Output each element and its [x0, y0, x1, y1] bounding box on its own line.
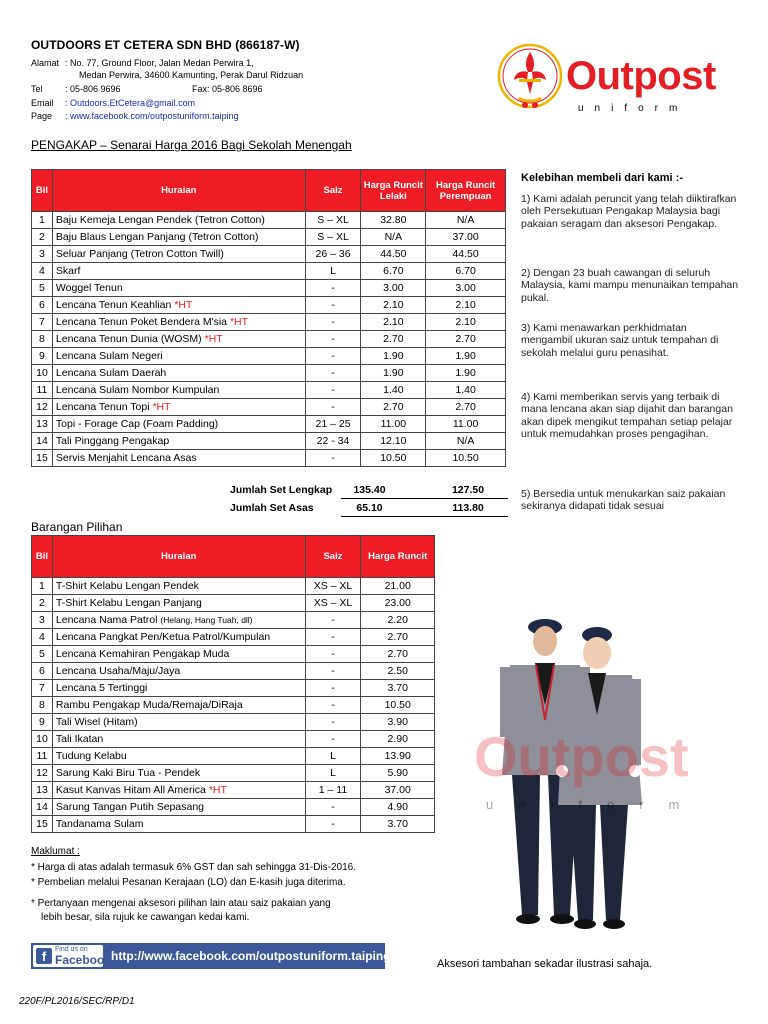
company-name: OUTDOORS ET CETERA SDN BHD (866187-W) — [31, 38, 300, 52]
cell-harga-perempuan: 2.10 — [426, 297, 506, 314]
section-title-pilihan: Barangan Pilihan — [31, 520, 123, 534]
cell-harga-lelaki: 2.70 — [361, 399, 426, 416]
page-link[interactable]: : www.facebook.com/outpostuniform.taiping — [65, 111, 239, 121]
cell-harga-lelaki: 12.10 — [361, 433, 426, 450]
table-row — [32, 646, 435, 663]
cell-bil: 15 — [32, 450, 53, 467]
benefit-5: 5) Bersedia untuk menukarkan saiz pakaian sekiranya didapati tidak sesuai — [521, 488, 726, 513]
cell-saiz: - — [305, 629, 361, 646]
cell-harga-lelaki: N/A — [361, 229, 426, 246]
total-lengkap-lelaki: 135.40 — [353, 484, 386, 496]
col-harga-runcit: Harga Runcit — [361, 536, 435, 578]
item-description: Lencana Kemahiran Pengakap Muda — [55, 648, 230, 660]
table-row — [32, 578, 435, 595]
cell-harga-perempuan: 2.70 — [426, 399, 506, 416]
tel-line — [31, 83, 263, 95]
item-description: Topi - Forage Cap (Foam Padding) — [55, 418, 219, 430]
table-row — [32, 595, 435, 612]
item-description: Skarf — [55, 265, 81, 277]
cell-bil: 8 — [32, 697, 53, 714]
item-description-note: (Helang, Hang Tuah, dll) — [160, 615, 253, 625]
item-description: Lencana Sulam Daerah — [55, 367, 167, 379]
table-row — [32, 782, 435, 799]
cell-harga-runcit: 5.90 — [361, 765, 435, 782]
cell-harga-lelaki: 10.50 — [361, 450, 426, 467]
cell-saiz: S – XL — [305, 229, 361, 246]
cell-harga-runcit: 2.70 — [361, 646, 435, 663]
ht-marker: *HT — [229, 316, 249, 328]
cell-huraian — [52, 629, 305, 646]
table-row — [32, 314, 506, 331]
item-description: Seluar Panjang (Tetron Cotton Twill) — [55, 248, 224, 260]
note-2: * Pembelian melalui Pesanan Kerajaan (LO) dan E-kasih juga diterima. — [31, 877, 346, 888]
cell-bil: 4 — [32, 263, 53, 280]
facebook-word: Facebook — [55, 953, 112, 967]
total-label-asas: Jumlah Set Asas — [230, 502, 314, 514]
cell-harga-runcit: 2.50 — [361, 663, 435, 680]
table-row — [32, 697, 435, 714]
cell-bil: 12 — [32, 399, 53, 416]
cell-saiz: L — [305, 748, 361, 765]
price-table-main — [31, 169, 506, 467]
cell-harga-runcit: 3.70 — [361, 816, 435, 833]
cell-bil: 11 — [32, 382, 53, 399]
cell-harga-perempuan: 2.10 — [426, 314, 506, 331]
table-row — [32, 297, 506, 314]
item-description: Tudung Kelabu — [55, 750, 127, 762]
table-row — [32, 433, 506, 450]
ht-marker: *HT — [152, 401, 171, 413]
cell-bil: 7 — [32, 314, 53, 331]
cell-huraian — [52, 612, 305, 629]
cell-bil: 15 — [32, 816, 53, 833]
facebook-badge — [33, 945, 112, 967]
item-description: Tali Wisel (Hitam) — [55, 716, 138, 728]
ht-marker: *HT — [204, 333, 223, 345]
cell-bil: 1 — [32, 578, 53, 595]
cell-saiz: S – XL — [305, 212, 361, 229]
cell-bil: 13 — [32, 782, 53, 799]
cell-saiz: 1 – 11 — [305, 782, 361, 799]
cell-saiz: - — [305, 280, 361, 297]
table-row — [32, 263, 506, 280]
facebook-find-text: Find us on — [55, 946, 88, 953]
cell-huraian — [52, 714, 305, 731]
table-row — [32, 629, 435, 646]
item-description: Lencana Usaha/Maju/Jaya — [55, 665, 181, 677]
cell-harga-lelaki: 1.90 — [361, 365, 426, 382]
item-description: Tali Ikatan — [55, 733, 104, 745]
cell-bil: 4 — [32, 629, 53, 646]
table-row — [32, 765, 435, 782]
item-description: Lencana Sulam Negeri — [55, 350, 163, 362]
cell-saiz: - — [305, 612, 361, 629]
cell-huraian — [52, 229, 305, 246]
item-description: Lencana 5 Tertinggi — [55, 682, 148, 694]
cell-harga-lelaki: 2.70 — [361, 331, 426, 348]
cell-harga-lelaki: 44.50 — [361, 246, 426, 263]
brand-sub: uniform — [578, 103, 689, 114]
cell-bil: 14 — [32, 799, 53, 816]
cell-bil: 10 — [32, 731, 53, 748]
cell-huraian — [52, 595, 305, 612]
table-row — [32, 663, 435, 680]
scout-emblem-icon — [497, 42, 563, 114]
table-row — [32, 280, 506, 297]
facebook-banner[interactable] — [31, 943, 391, 969]
item-description: Lencana Pangkat Pen/Ketua Patrol/Kumpulan — [55, 631, 271, 643]
total-lengkap-perempuan: 127.50 — [451, 484, 485, 496]
cell-huraian — [52, 331, 305, 348]
item-description: T-Shirt Kelabu Lengan Panjang — [55, 597, 202, 609]
cell-bil: 9 — [32, 714, 53, 731]
table-row — [32, 331, 506, 348]
cell-huraian — [52, 697, 305, 714]
item-description: Lencana Nama Patrol — [55, 614, 161, 626]
item-description: T-Shirt Kelabu Lengan Pendek — [55, 580, 199, 592]
cell-saiz: 21 – 25 — [305, 416, 361, 433]
cell-harga-runcit: 21.00 — [361, 578, 435, 595]
page-title: PENGAKAP – Senarai Harga 2016 Bagi Sekolah Menengah — [31, 138, 352, 152]
cell-huraian — [52, 297, 305, 314]
page-label: Page — [31, 111, 53, 121]
item-description: Rambu Pengakap Muda/Remaja/DiRaja — [55, 699, 243, 711]
cell-saiz: - — [305, 365, 361, 382]
cell-bil: 11 — [32, 748, 53, 765]
ht-marker: *HT — [174, 299, 193, 311]
item-description: Lencana Tenun Keahlian — [55, 299, 175, 311]
cell-harga-lelaki: 2.10 — [361, 314, 426, 331]
item-description: Lencana Tenun Topi — [55, 401, 153, 413]
page-line — [31, 110, 239, 122]
address-value: : No. 77, Ground Floor, Jalan Medan Perwira 1, — [65, 58, 254, 68]
cell-harga-perempuan: 10.50 — [426, 450, 506, 467]
total-label-lengkap: Jumlah Set Lengkap — [230, 484, 333, 496]
cell-harga-runcit: 10.50 — [361, 697, 435, 714]
fax-value: Fax: 05-806 8696 — [192, 84, 263, 94]
table-row — [32, 365, 506, 382]
benefit-3: 3) Kami menawarkan perkhidmatan mengambil ukuran saiz untuk tempahan di sekolah melalui guru penasihat. — [521, 322, 719, 359]
cell-harga-perempuan: 6.70 — [426, 263, 506, 280]
cell-bil: 2 — [32, 595, 53, 612]
cell-bil: 3 — [32, 612, 53, 629]
cell-harga-lelaki: 3.00 — [361, 280, 426, 297]
col-huraian: Huraian — [52, 170, 305, 212]
cell-huraian — [52, 646, 305, 663]
cell-bil: 10 — [32, 365, 53, 382]
table-row — [32, 229, 506, 246]
table-row — [32, 212, 506, 229]
cell-harga-runcit: 37.00 — [361, 782, 435, 799]
cell-huraian — [52, 748, 305, 765]
cell-harga-perempuan: 1.40 — [426, 382, 506, 399]
cell-saiz: - — [305, 714, 361, 731]
cell-harga-runcit: 23.00 — [361, 595, 435, 612]
cell-bil: 5 — [32, 280, 53, 297]
table-row — [32, 731, 435, 748]
cell-huraian — [52, 799, 305, 816]
cell-harga-perempuan: 3.00 — [426, 280, 506, 297]
cell-saiz: - — [305, 348, 361, 365]
price-table-optional — [31, 535, 435, 833]
cell-saiz: L — [305, 263, 361, 280]
cell-harga-lelaki: 11.00 — [361, 416, 426, 433]
benefit-4: 4) Kami memberikan servis yang terbaik di mana lencana akan siap dijahit dan barangan akan dipek mengikut tempahan setiap pelajar untuk memudahkan proses pengagihan. — [521, 391, 733, 441]
note-3a: * Pertanyaan mengenai aksesori pilihan lain atau saiz pakaian yang — [31, 898, 331, 909]
cell-saiz: - — [305, 680, 361, 697]
cell-harga-runcit: 2.70 — [361, 629, 435, 646]
cell-huraian — [52, 314, 305, 331]
cell-harga-runcit: 3.90 — [361, 714, 435, 731]
cell-harga-lelaki: 2.10 — [361, 297, 426, 314]
item-description: Tandanama Sulam — [55, 818, 144, 830]
cell-bil: 8 — [32, 331, 53, 348]
cell-bil: 6 — [32, 297, 53, 314]
email-label: Email — [31, 98, 54, 108]
table-header-row — [32, 170, 506, 212]
cell-harga-runcit: 3.70 — [361, 680, 435, 697]
item-description: Baju Blaus Lengan Panjang (Tetron Cotton) — [55, 231, 259, 243]
col-huraian: Huraian — [52, 536, 305, 578]
item-description: Baju Kemeja Lengan Pendek (Tetron Cotton) — [55, 214, 265, 226]
cell-harga-lelaki: 6.70 — [361, 263, 426, 280]
col-saiz: Saiz — [305, 536, 361, 578]
cell-huraian — [52, 399, 305, 416]
item-description: Servis Menjahit Lencana Asas — [55, 452, 197, 464]
cell-bil: 6 — [32, 663, 53, 680]
cell-huraian — [52, 263, 305, 280]
benefit-2: 2) Dengan 23 buah cawangan di seluruh Malaysia, kami mampu menunaikan tempahan pukal. — [521, 267, 739, 304]
ht-marker: *HT — [208, 784, 227, 796]
cell-huraian — [52, 782, 305, 799]
cell-harga-perempuan: 11.00 — [426, 416, 506, 433]
cell-saiz: - — [305, 382, 361, 399]
address-line2: Medan Perwira, 34600 Kamunting, Perak Darul Ridzuan — [79, 70, 304, 80]
col-harga-lelaki: Harga Runcit Lelaki — [361, 170, 426, 212]
note-3b: lebih besar, sila rujuk ke cawangan kedai kami. — [41, 912, 250, 923]
cell-saiz: - — [305, 816, 361, 833]
cell-harga-perempuan: 1.90 — [426, 348, 506, 365]
cell-saiz: - — [305, 314, 361, 331]
cell-bil: 3 — [32, 246, 53, 263]
cell-bil: 7 — [32, 680, 53, 697]
item-description: Lencana Tenun Dunia (WOSM) — [55, 333, 205, 345]
cell-saiz: XS – XL — [305, 578, 361, 595]
item-description: Lencana Sulam Nombor Kumpulan — [55, 384, 220, 396]
cell-harga-lelaki: 1.90 — [361, 348, 426, 365]
benefit-1: 1) Kami adalah peruncit yang telah diiktirafkan oleh Persekutuan Pengakap Malaysia bagi pakaian seragam dan aksesori Pengakap. — [521, 193, 737, 230]
cell-huraian — [52, 450, 305, 467]
cell-huraian — [52, 816, 305, 833]
cell-huraian — [52, 382, 305, 399]
item-description: Sarung Tangan Putih Sepasang — [55, 801, 204, 813]
cell-bil: 5 — [32, 646, 53, 663]
item-description: Tali Pinggang Pengakap — [55, 435, 170, 447]
item-description: Lencana Tenun Poket Bendera M'sia — [55, 316, 230, 328]
cell-saiz: - — [305, 697, 361, 714]
facebook-icon: f — [36, 948, 52, 964]
cell-huraian — [52, 731, 305, 748]
col-saiz: Saiz — [305, 170, 361, 212]
cell-huraian — [52, 765, 305, 782]
table-row — [32, 416, 506, 433]
table-row — [32, 714, 435, 731]
cell-huraian — [52, 578, 305, 595]
item-description: Sarung Kaki Biru Tua - Pendek — [55, 767, 201, 779]
tel-label: Tel — [31, 84, 43, 94]
cell-saiz: - — [305, 331, 361, 348]
cell-saiz: - — [305, 663, 361, 680]
table-row — [32, 382, 506, 399]
cell-harga-perempuan: 44.50 — [426, 246, 506, 263]
total-asas-perempuan: 113.80 — [452, 502, 484, 514]
total-asas-lelaki: 65.10 — [356, 502, 383, 514]
table-row — [32, 816, 435, 833]
table-row — [32, 799, 435, 816]
table-row — [32, 399, 506, 416]
tel-value: : 05-806 9696 — [65, 84, 121, 94]
cell-huraian — [52, 212, 305, 229]
email-line — [31, 97, 195, 109]
cell-saiz: - — [305, 799, 361, 816]
cell-huraian — [52, 348, 305, 365]
cell-harga-perempuan: 37.00 — [426, 229, 506, 246]
cell-huraian — [52, 680, 305, 697]
facebook-url-link[interactable]: http://www.facebook.com/outpostuniform.taiping — [111, 949, 391, 963]
table-row — [32, 246, 506, 263]
table-header-row — [32, 536, 435, 578]
cell-saiz: - — [305, 646, 361, 663]
cell-harga-perempuan: N/A — [426, 212, 506, 229]
cell-huraian — [52, 246, 305, 263]
notes-heading: Maklumat : — [31, 846, 80, 857]
cell-bil: 9 — [32, 348, 53, 365]
cell-bil: 1 — [32, 212, 53, 229]
address-line1 — [31, 57, 254, 69]
cell-bil: 13 — [32, 416, 53, 433]
cell-saiz: L — [305, 765, 361, 782]
cell-saiz: 22 - 34 — [305, 433, 361, 450]
col-bil: Bil — [32, 536, 53, 578]
photo-watermark: Outpost — [474, 725, 689, 788]
brand-name: Outpost — [566, 54, 716, 98]
cell-bil: 12 — [32, 765, 53, 782]
photo-caption: Aksesori tambahan sekadar ilustrasi sahaja. — [437, 958, 653, 970]
total-divider — [341, 498, 508, 499]
benefits-heading: Kelebihan membeli dari kami :- — [521, 172, 683, 184]
table-row — [32, 680, 435, 697]
note-1: * Harga di atas adalah termasuk 6% GST dan sah sehingga 31-Dis-2016. — [31, 862, 357, 873]
cell-harga-perempuan: N/A — [426, 433, 506, 450]
address-label: Alamat — [31, 58, 60, 68]
cell-harga-runcit: 2.20 — [361, 612, 435, 629]
total-divider-bottom — [341, 516, 508, 517]
cell-saiz: - — [305, 399, 361, 416]
table-row — [32, 348, 506, 365]
cell-huraian — [52, 280, 305, 297]
cell-saiz: - — [305, 297, 361, 314]
table-row — [32, 450, 506, 467]
cell-saiz: - — [305, 450, 361, 467]
col-bil: Bil — [32, 170, 53, 212]
cell-harga-lelaki: 1.40 — [361, 382, 426, 399]
table-row — [32, 612, 435, 629]
cell-harga-runcit: 13.90 — [361, 748, 435, 765]
cell-harga-runcit: 2.90 — [361, 731, 435, 748]
item-description: Kasut Kanvas Hitam All America — [55, 784, 209, 796]
cell-huraian — [52, 433, 305, 450]
cell-huraian — [52, 365, 305, 382]
cell-bil: 2 — [32, 229, 53, 246]
table-row — [32, 748, 435, 765]
photo-watermark-sub: uniform — [486, 797, 705, 812]
cell-saiz: 26 – 36 — [305, 246, 361, 263]
cell-harga-perempuan: 1.90 — [426, 365, 506, 382]
cell-harga-lelaki: 32.80 — [361, 212, 426, 229]
email-link[interactable]: : Outdoors.EtCetera@gmail.com — [65, 98, 196, 108]
cell-huraian — [52, 663, 305, 680]
cell-harga-runcit: 4.90 — [361, 799, 435, 816]
cell-huraian — [52, 416, 305, 433]
item-description: Woggel Tenun — [55, 282, 123, 294]
cell-saiz: XS – XL — [305, 595, 361, 612]
cell-bil: 14 — [32, 433, 53, 450]
cell-harga-perempuan: 2.70 — [426, 331, 506, 348]
cell-saiz: - — [305, 731, 361, 748]
document-code: 220F/PL2016/SEC/RP/D1 — [19, 996, 135, 1007]
col-harga-perempuan: Harga Runcit Perempuan — [426, 170, 506, 212]
